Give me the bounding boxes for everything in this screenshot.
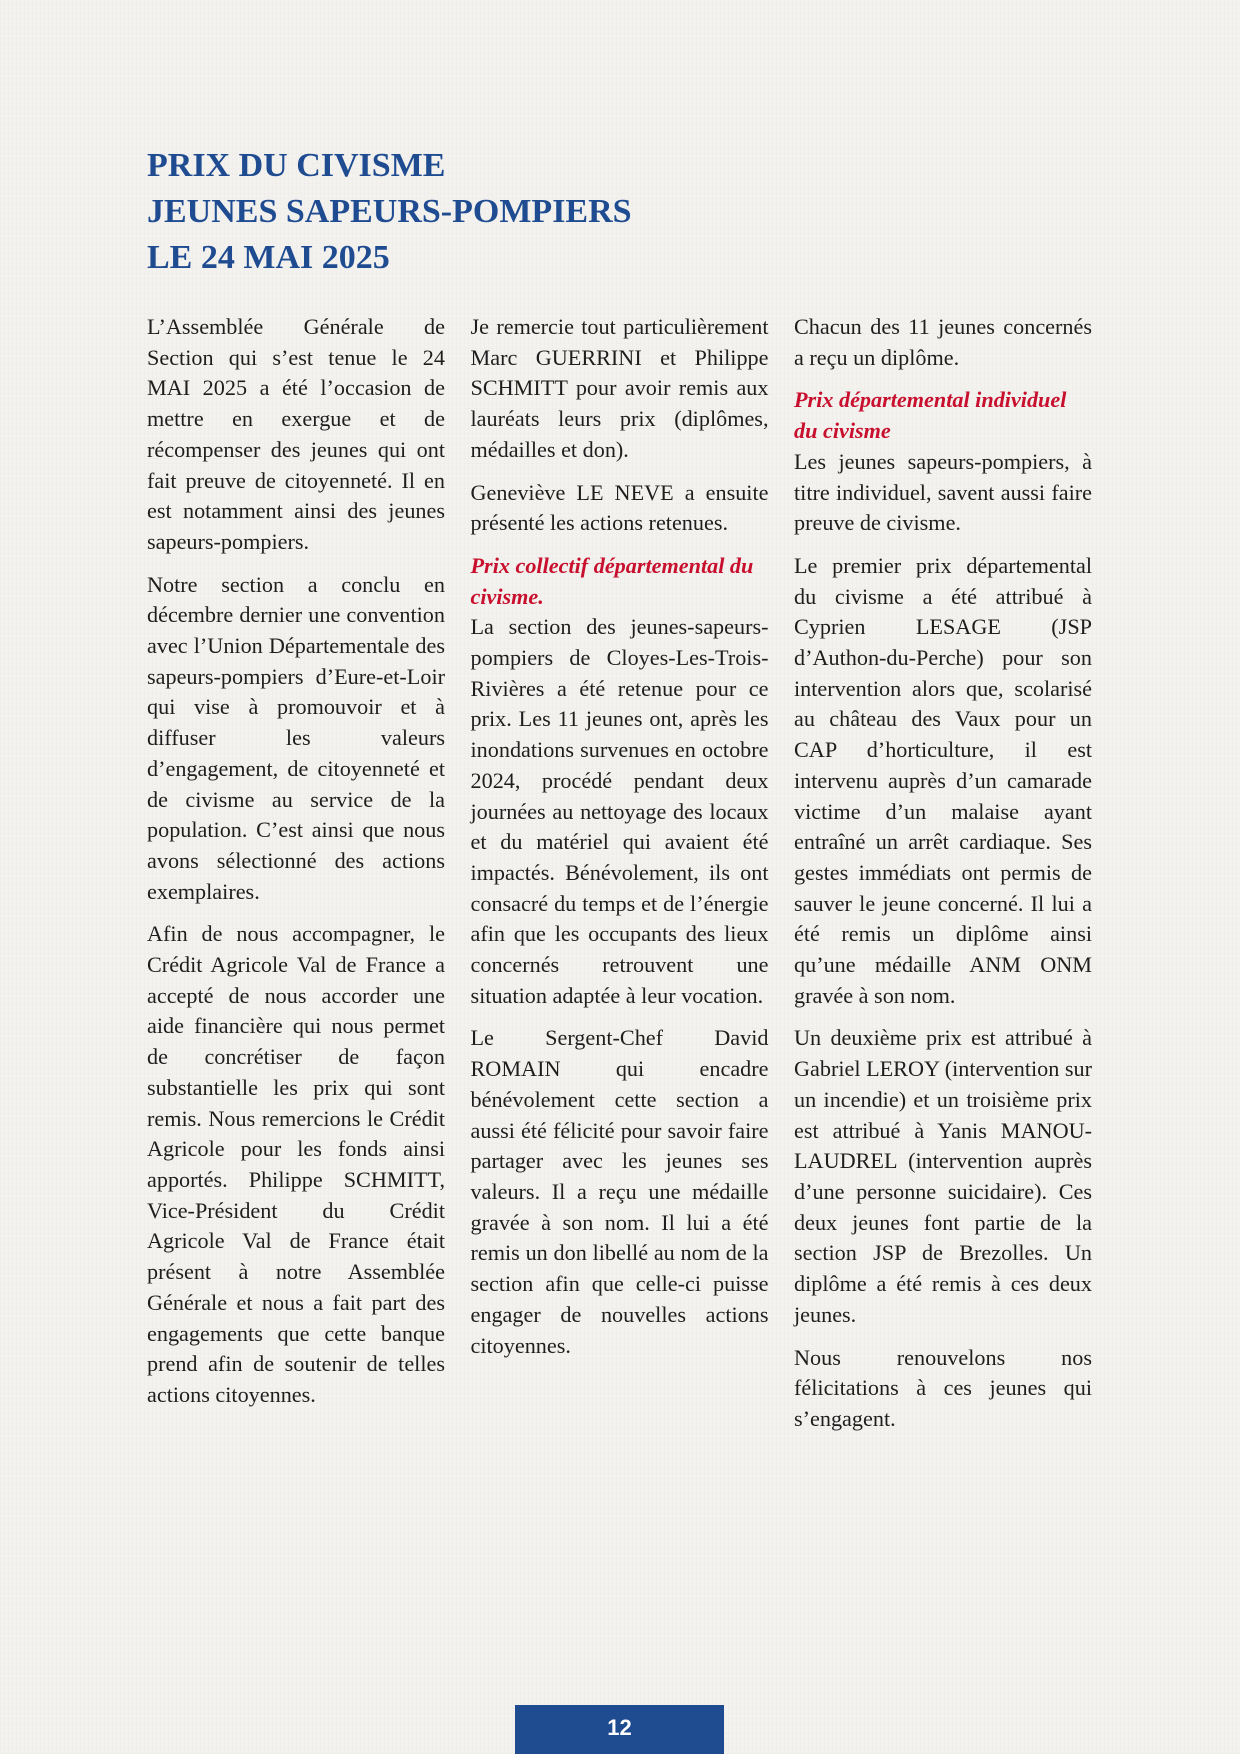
paragraph: Afin de nous accompagner, le Crédit Agricole Val de France a accepté de nous accorder une aide financière qui nous permet de concrétiser de façon substantielle les prix qui sont remis. Nous remercions le Crédit Agricole pour les fonds ainsi apportés. Philippe SCHMITT, Vice-Président du Crédit Agricole Val de France était présent à notre Assemblée Générale et nous a fait part des engagements que cette banque prend afin de soutenir de telles actions citoyennes.	[147, 921, 445, 1407]
column-2	[471, 312, 769, 1447]
paragraph: La section des jeunes-sapeurs-pompiers de Cloyes-Les-Trois-Rivières a été retenue pour ce prix. Les 11 jeunes ont, après les inondations survenues en octobre 2024, procédé pendant deux journées au nettoyage des locaux et du matériel qui avaient été impactés. Bénévolement, ils ont consacré du temps et de l’énergie afin que les occupants des lieux concernés retrouvent une situation adaptée à leur vocation.	[470, 614, 769, 1008]
title-line-2: JEUNES SAPEURS-POMPIERS	[147, 193, 632, 230]
paragraph: Je remercie tout particulièrement Marc GUERRINI et Philippe SCHMITT pour avoir remis aux lauréats leurs prix (diplômes, médailles et don).	[470, 314, 769, 462]
paragraph: Geneviève LE NEVE a ensuite présenté les actions retenues.	[470, 479, 769, 536]
paragraph: L’Assemblée Générale de Section qui s’est tenue le 24 MAI 2025 a été l’occasion de mettre en exergue et de récompenser des jeunes qui ont fait preuve de citoyenneté. Il en est notamment ainsi des jeunes sapeurs-pompiers.	[147, 314, 445, 554]
title-line-1: PRIX DU CIVISME	[147, 147, 446, 184]
paragraph: Un deuxième prix est attribué à Gabriel LEROY (intervention sur un incendie) et un troisième prix est attribué à Yanis MANOU-LAUDREL (intervention auprès d’une personne suicidaire). Ces deux jeunes font partie de la section JSP de Brezolles. Un diplôme a été remis à ces deux jeunes.	[794, 1025, 1093, 1327]
column-3	[794, 312, 1092, 1447]
column-1	[147, 312, 445, 1447]
paragraph: Le premier prix départemental du civisme a été attribué à Cyprien LESAGE (JSP d’Authon-du-Perche) pour son intervention alors que, scolarisé au château des Vaux pour un CAP d’horticulture, il est intervenu auprès d’un camarade victime d’un malaise ayant entraîné un arrêt cardiaque. Ses gestes immédiats ont permis de sauver le jeune concerné. Il lui a été remis un diplôme ainsi qu’une médaille ANM ONM gravée à son nom.	[794, 552, 1092, 1008]
title-line-3: LE 24 MAI 2025	[147, 239, 390, 276]
paragraph: Notre section a conclu en décembre dernier une convention avec l’Union Départementale des sapeurs-pompiers d’Eure-et-Loir qui vise à promouvoir et à diffuser les valeurs d’engagement, de citoyenneté et de civisme au service de la population. C’est ainsi que nous avons sélectionné des actions exemplaires.	[147, 571, 445, 904]
section-heading: Prix départemental individuel du civisme	[794, 387, 1067, 444]
paragraph: Nous renouvelons nos félicitations à ces jeunes qui s’engagent.	[794, 1344, 1092, 1431]
article-body	[147, 312, 1092, 1447]
paragraph: Le Sergent-Chef David ROMAIN qui encadre bénévolement cette section a aussi été félicité pour savoir faire partager avec les jeunes ses valeurs. Il a reçu une médaille gravée à son nom. Il lui a été remis un don libellé au nom de la section afin que celle-ci puisse engager de nouvelles actions citoyennes.	[470, 1025, 769, 1358]
section-heading: Prix collectif départemental du civisme.	[470, 552, 754, 609]
page-number: 12	[607, 1715, 632, 1740]
page-title	[147, 143, 632, 281]
paragraph: Les jeunes sapeurs-pompiers, à titre individuel, savent aussi faire preuve de civisme.	[794, 448, 1092, 536]
paragraph: Chacun des 11 jeunes concernés a reçu un diplôme.	[794, 314, 1092, 370]
page-number-box	[515, 1705, 724, 1754]
